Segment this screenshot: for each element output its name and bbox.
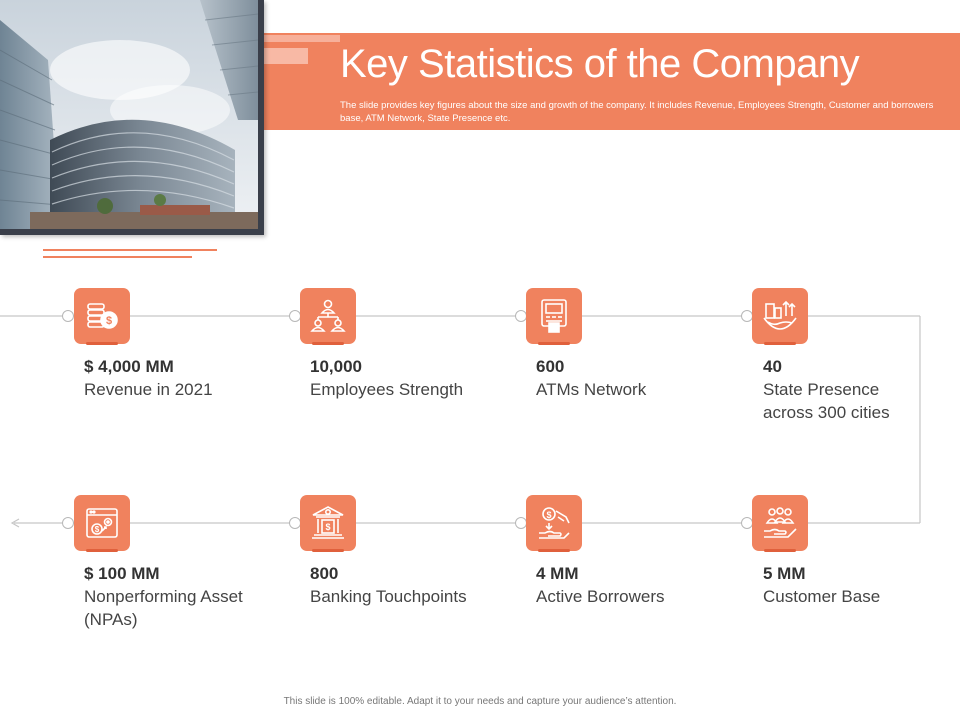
hand-holding-people-icon (760, 503, 800, 543)
stat-atms (536, 356, 726, 401)
stat-label: Employees Strength (310, 380, 464, 399)
stat-value: 10,000 (310, 357, 362, 376)
stat-icon-box (300, 288, 356, 344)
stat-touchpoints (310, 563, 500, 608)
icon-underline (764, 342, 796, 345)
icon-underline (86, 342, 118, 345)
svg-text:$: $ (546, 510, 552, 520)
stat-label: Revenue in 2021 (84, 380, 213, 399)
stat-value: $ 100 MM (84, 564, 160, 583)
stat-label: State Presence across 300 cities (763, 380, 890, 422)
stat-customers (763, 563, 953, 608)
stat-label: Active Borrowers (536, 587, 665, 606)
icon-underline (538, 549, 570, 552)
svg-text:$: $ (105, 315, 113, 327)
page-subtitle: The slide provides key figures about the size and growth of the company. It includes Revenue, Employees Strength, Customer and borrowers base, ATM Network, State Presence etc. (340, 100, 934, 124)
stat-value: 800 (310, 564, 339, 583)
stat-value: 5 MM (763, 564, 806, 583)
stat-icon-box (300, 495, 356, 551)
stat-value: 4 MM (536, 564, 579, 583)
stat-label: Banking Touchpoints (310, 587, 467, 606)
org-chart-icon (308, 296, 348, 336)
stat-icon-box (526, 288, 582, 344)
icon-underline (312, 342, 344, 345)
page-title: Key Statistics of the Company (340, 42, 860, 86)
icon-underline (538, 342, 570, 345)
stat-icon-box (752, 495, 808, 551)
icon-underline (764, 549, 796, 552)
stat-value: 600 (536, 357, 565, 376)
timeline-dot (62, 517, 74, 529)
stat-borrowers (536, 563, 726, 608)
svg-text:$: $ (325, 522, 331, 532)
stat-icon-box (74, 288, 130, 344)
footer-note: This slide is 100% editable. Adapt it to your needs and capture your audience’s attention. (283, 696, 677, 707)
stat-npa (84, 563, 274, 631)
city-globe-icon (760, 296, 800, 336)
svg-text:$: $ (94, 525, 100, 534)
stat-label: Nonperforming Asset (NPAs) (84, 587, 243, 629)
atm-machine-icon (534, 296, 574, 336)
stat-employees (310, 356, 500, 401)
browser-dollar-gear-icon (82, 503, 122, 543)
timeline-dot (62, 310, 74, 322)
stat-revenue (84, 356, 274, 401)
hand-giving-money-icon (534, 503, 574, 543)
stat-icon-box (526, 495, 582, 551)
stat-icon-box (74, 495, 130, 551)
stat-value: $ 4,000 MM (84, 357, 174, 376)
stat-value: 40 (763, 357, 782, 376)
bank-building-icon (308, 503, 348, 543)
stat-label: Customer Base (763, 587, 881, 606)
stat-icon-box (752, 288, 808, 344)
coins-dollar-icon (82, 296, 122, 336)
icon-underline (86, 549, 118, 552)
icon-underline (312, 549, 344, 552)
stat-label: ATMs Network (536, 380, 647, 399)
stat-state-presence (763, 356, 953, 424)
